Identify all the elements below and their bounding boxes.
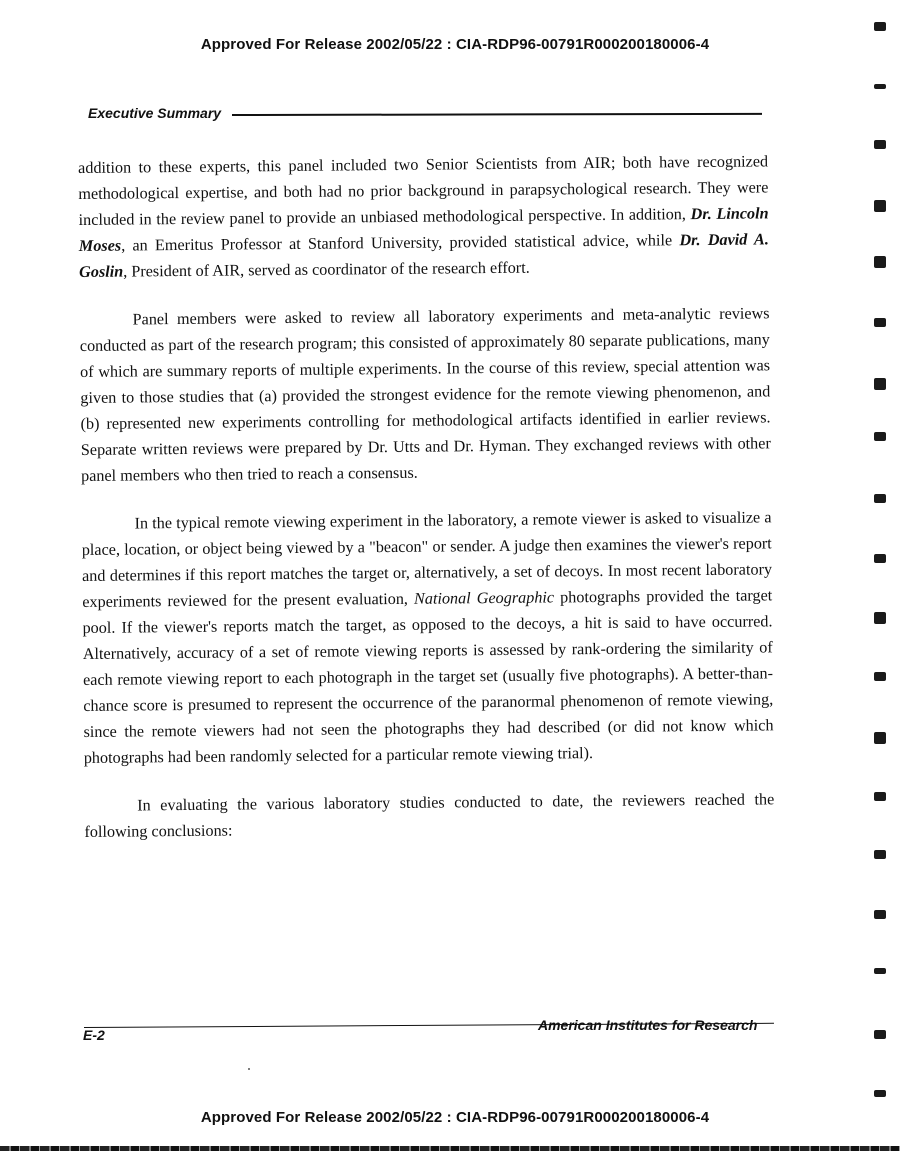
scan-mark xyxy=(874,140,886,149)
paragraph-1: addition to these experts, this panel included two Senior Scientists from AIR; both have recognized methodological expertise, and both had no prior background in parapsychological research. They were included in the review panel to provide an unbiased methodological perspective. In addition, Dr. Lincoln Moses, an Emeritus Professor at Stanford University, provided statistical advice, while Dr. David A. Goslin, President of AIR, served as coordinator of the research effort. xyxy=(78,152,769,281)
release-banner-bottom: Approved For Release 2002/05/22 : CIA-RDP96-00791R000200180006-4 xyxy=(200,1109,710,1126)
publication-title: National Geographic xyxy=(413,588,555,608)
scan-mark xyxy=(874,1090,886,1097)
scan-mark xyxy=(874,256,886,268)
scan-mark xyxy=(874,1030,886,1039)
paragraph-2: Panel members were asked to review all laboratory experiments and meta-analytic reviews conducted as part of the research program; this consisted of approximately 80 separate publications, many of which are summary reports of multiple experiments. In the course of this review, special attention was given to those studies that (a) provided the strongest evidence for the remote viewing phenomenon, and (b) represented new experiments controlling for methodological artifacts identified in earlier reviews. Separate written reviews were prepared by Dr. Utts and Dr. Hyman. They exchanged reviews with other panel members who then tried to reach a consensus. xyxy=(79,304,771,485)
page-number: E-2 xyxy=(83,1027,105,1043)
release-banner-top: Approved For Release 2002/05/22 : CIA-RDP96-00791R000200180006-4 xyxy=(200,36,710,53)
paragraph-3: In the typical remote viewing experiment in the laboratory, a remote viewer is asked to visualize a place, location, or object being viewed by a "beacon" or sender. A judge then examines the viewer's report and determines if this report matches the target or, alternatively, a set of decoys. In most recent laboratory experiments reviewed for the present evaluation, National Geographic photographs provided the target pool. If the viewer's reports match the target, as opposed to the decoys, a hit is said to have occurred. Alternatively, accuracy of a set of remote viewing reports is assessed by rank-ordering the similarity of each remote viewing report to each photograph in the target set (usually five photographs). A better-than-chance score is presumed to represent the occurrence of the paranormal phenomenon of remote viewing, since the remote viewers had not seen the photographs they had described (or did not know which photographs had been randomly selected for a particular remote viewing trial). xyxy=(81,508,774,767)
scan-mark xyxy=(874,22,886,31)
scan-mark xyxy=(874,910,886,919)
scan-mark xyxy=(874,554,886,563)
scan-mark xyxy=(874,84,886,89)
scan-mark xyxy=(874,318,886,327)
scan-edge-strip xyxy=(0,1146,900,1151)
footer-organization: American Institutes for Research xyxy=(538,1017,758,1033)
scan-mark xyxy=(874,850,886,859)
paragraph-4: In evaluating the various laboratory studies conducted to date, the reviewers reached the following conclusions: xyxy=(84,790,775,841)
document-body xyxy=(78,148,775,867)
scan-mark xyxy=(874,432,886,441)
person-name: Dr. Lincoln Moses xyxy=(78,204,769,255)
scan-speck xyxy=(248,1068,250,1070)
scan-mark xyxy=(874,612,886,624)
scan-mark xyxy=(874,732,886,744)
scan-mark xyxy=(874,378,886,390)
person-name: Dr. David A. Goslin xyxy=(79,230,769,281)
scan-margin-marks xyxy=(868,0,896,1165)
scan-mark xyxy=(874,494,886,503)
scan-mark xyxy=(874,200,886,212)
header-rule xyxy=(232,113,762,116)
section-heading: Executive Summary xyxy=(88,105,222,121)
scan-mark xyxy=(874,968,886,974)
scan-mark xyxy=(874,672,886,681)
scan-mark xyxy=(874,792,886,801)
